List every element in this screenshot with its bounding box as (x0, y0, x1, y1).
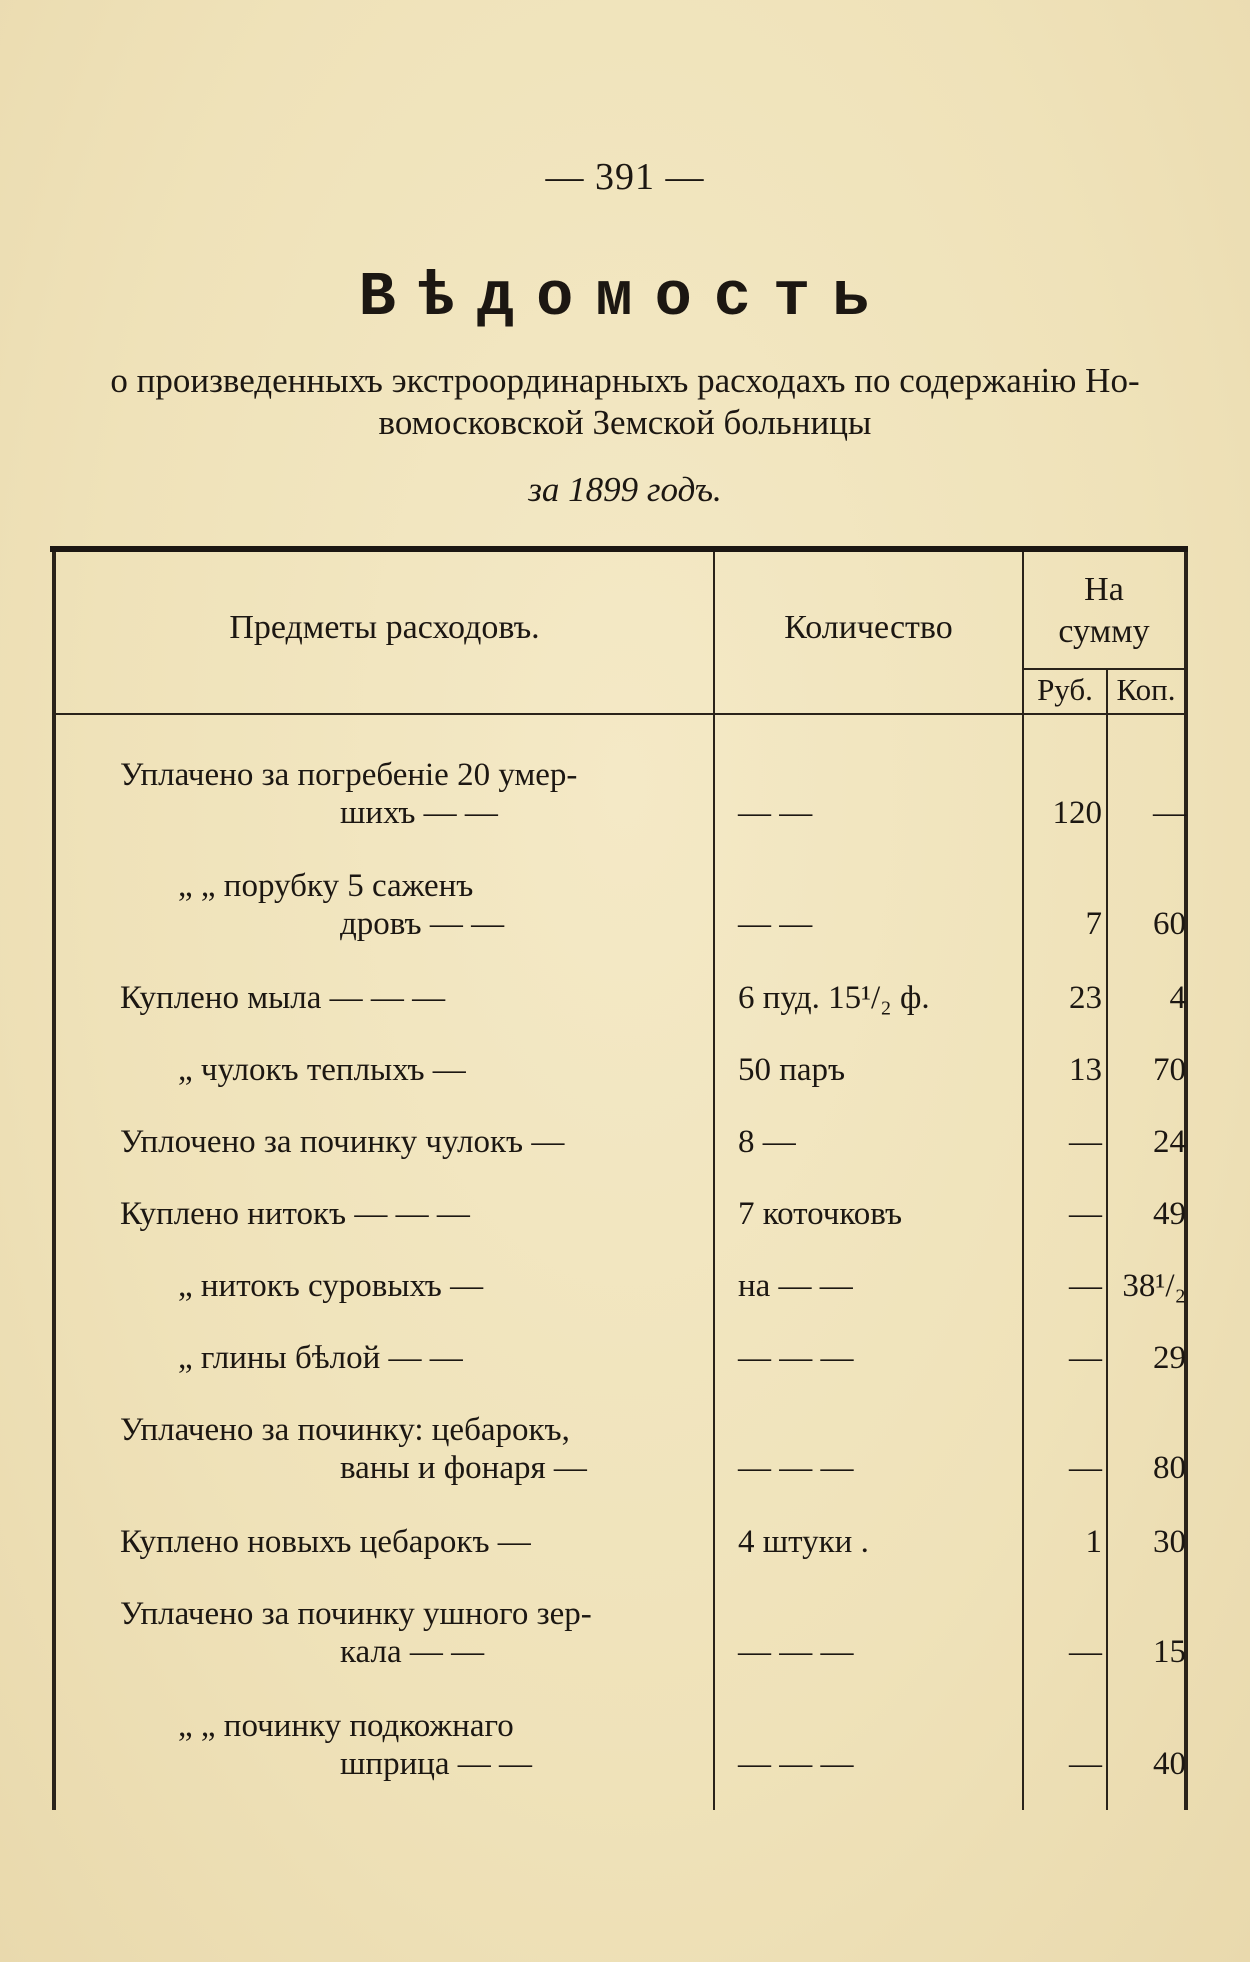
row-rubles: — (1069, 1268, 1102, 1304)
row-quantity: на — — (738, 1268, 853, 1304)
row-quantity: 50 паръ (738, 1052, 846, 1088)
row-item-text: Куплено нитокъ — — — (120, 1196, 470, 1232)
row-quantity: — — — (738, 1340, 854, 1376)
row-rubles: — (1069, 1124, 1102, 1160)
row-kopecks: 60 (1153, 906, 1186, 942)
header-rub: Руб. (1037, 672, 1093, 707)
header-sum-line-2: сумму (1058, 613, 1150, 650)
row-item-continuation: дровъ — — (340, 906, 505, 942)
row-kopecks: 38¹/₂ (1122, 1268, 1186, 1304)
row-quantity: — — — (738, 1746, 854, 1782)
row-item-text: „ нитокъ суровыхъ — (178, 1268, 484, 1304)
row-kopecks: 15 (1153, 1634, 1186, 1670)
document-title: Вѣдомость (358, 262, 892, 333)
header-sum-line-1: На (1084, 571, 1124, 608)
row-rubles: — (1069, 1746, 1102, 1782)
row-item-continuation: шихъ — — (340, 795, 498, 831)
row-kopecks: 49 (1153, 1196, 1186, 1232)
row-item-text: Куплено новыхъ цебарокъ — (120, 1524, 531, 1560)
row-kopecks: 29 (1153, 1340, 1186, 1376)
row-rubles: — (1069, 1196, 1102, 1232)
row-quantity: 8 — (738, 1124, 796, 1160)
row-item-continuation: кала — — (340, 1634, 485, 1670)
row-rubles: 7 (1085, 906, 1102, 942)
row-kopecks: 24 (1153, 1124, 1186, 1160)
header-quantity: Количество (784, 609, 953, 646)
row-rubles: 13 (1069, 1052, 1102, 1088)
column-divider-quantity (1022, 552, 1024, 1810)
row-quantity: 6 пуд. 15¹/₂ ф. (738, 980, 930, 1016)
row-item-text: „ чулокъ теплыхъ — (178, 1052, 466, 1088)
row-item-text: „ глины бѣлой — — (178, 1340, 463, 1376)
row-quantity: — — — (738, 1634, 854, 1670)
row-rubles: 120 (1052, 795, 1102, 831)
table-top-rule (50, 546, 1188, 552)
row-kopecks: 30 (1153, 1524, 1186, 1560)
row-quantity: — — (738, 906, 813, 942)
header-kop: Коп. (1116, 672, 1176, 707)
row-item-continuation: шприца — — (340, 1746, 533, 1782)
row-kopecks: 40 (1153, 1746, 1186, 1782)
row-item-text: Уплачено за починку ушного зер- (120, 1596, 592, 1632)
header-items: Предметы расходовъ. (229, 609, 540, 646)
table-left-border (52, 552, 56, 1810)
row-kopecks: 80 (1153, 1450, 1186, 1486)
page-number: — 391 — (545, 156, 705, 198)
row-item-text: Куплено мыла — — — (120, 980, 446, 1016)
row-rubles: 1 (1085, 1524, 1102, 1560)
subtitle-line-2: вомосковской Земской больницы (378, 403, 872, 442)
row-item-text: Уплачено за погребеніе 20 умер- (120, 757, 578, 793)
row-item-text: „ „ починку подкожнаго (178, 1708, 514, 1744)
row-quantity: 4 штуки . (738, 1524, 869, 1560)
row-kopecks: 4 (1169, 980, 1186, 1016)
column-divider-items (713, 552, 715, 1810)
row-item-text: Уплочено за починку чулокъ — (120, 1124, 565, 1160)
row-kopecks: — (1153, 795, 1186, 831)
row-quantity: 7 коточковъ (738, 1196, 903, 1232)
row-rubles: — (1069, 1450, 1102, 1486)
table-right-border (1184, 552, 1188, 1810)
subtitle-line-1: о произведенныхъ экстроординарныхъ расходахъ по содержанію Но- (110, 361, 1140, 400)
row-rubles: — (1069, 1340, 1102, 1376)
row-quantity: — — — (738, 1450, 854, 1486)
header-bottom-rule (52, 713, 1186, 715)
row-rubles: 23 (1069, 980, 1102, 1016)
row-kopecks: 70 (1153, 1052, 1186, 1088)
row-item-text: „ „ порубку 5 саженъ (178, 868, 474, 904)
year-line: за 1899 годъ. (528, 470, 722, 509)
row-item-text: Уплачено за починку: цебарокъ, (120, 1412, 570, 1448)
row-rubles: — (1069, 1634, 1102, 1670)
row-item-continuation: ваны и фонаря — (340, 1450, 587, 1486)
row-quantity: — — (738, 795, 813, 831)
